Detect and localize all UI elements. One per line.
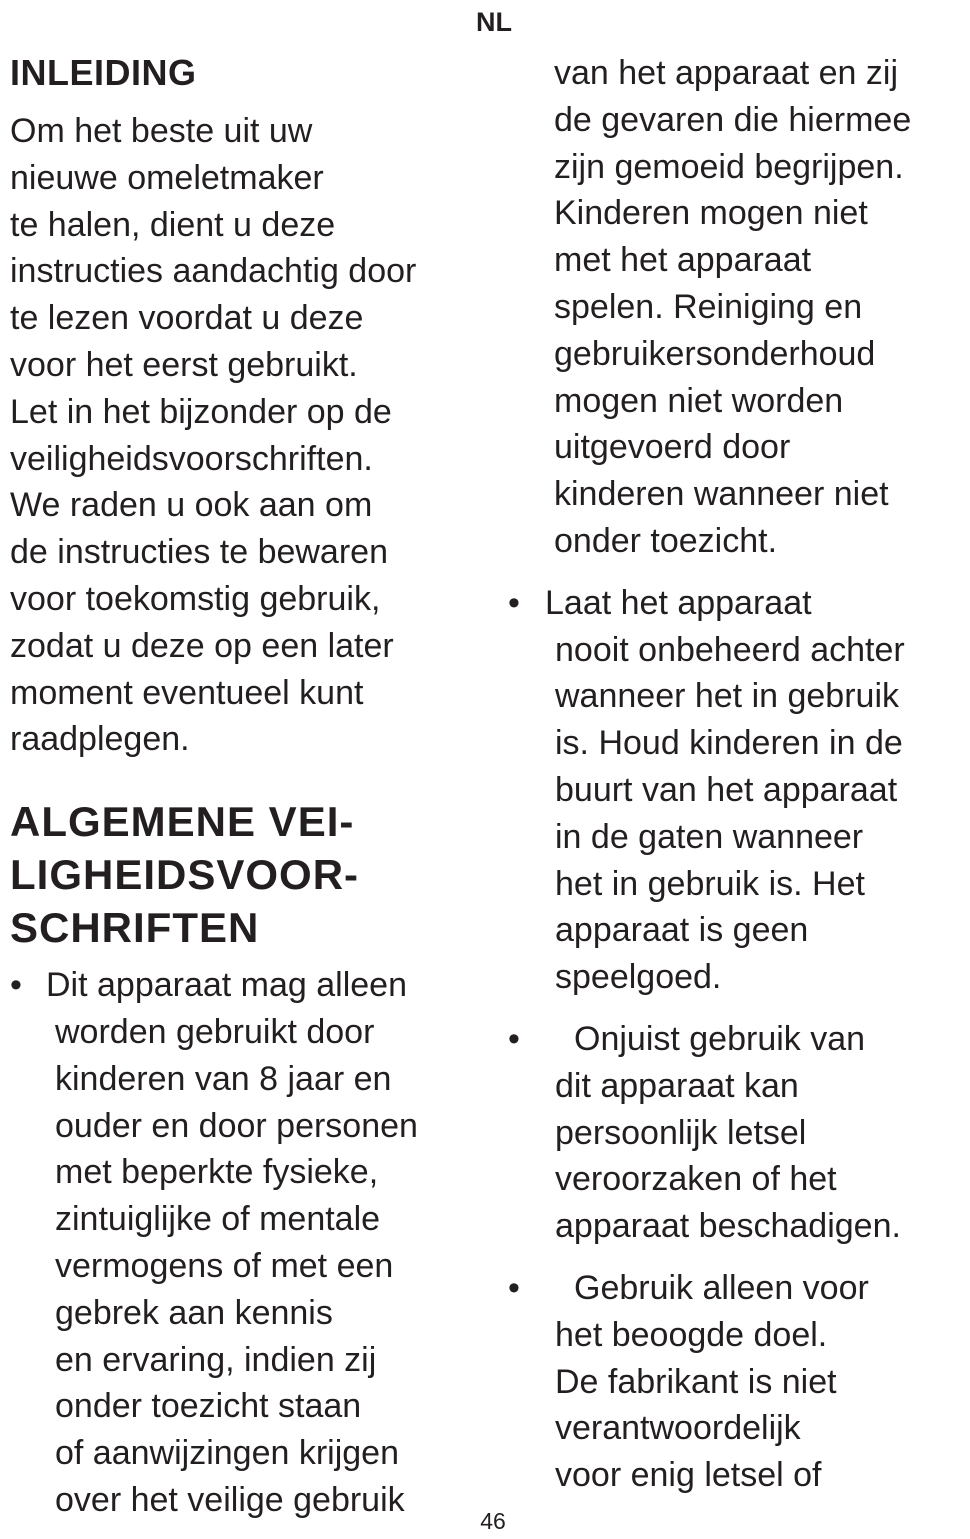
bullet-line: is. Houd kinderen in de (555, 724, 903, 763)
intro-line: veiligheidsvoorschriften. (10, 439, 373, 478)
bullet-icon: • (508, 1268, 520, 1307)
bullet-line: van het apparaat en zij (554, 54, 899, 92)
intro-line: voor toekomstig gebruik, (10, 579, 381, 618)
bullet-icon: • (10, 966, 22, 1005)
bullet-line: worden gebruikt door (55, 1012, 375, 1051)
bullet-line: met het apparaat (554, 241, 812, 280)
bullet-line: zijn gemoeid begrijpen. (554, 147, 904, 186)
bullet-line: het in gebruik is. Het (555, 864, 865, 903)
right-column (508, 50, 968, 1499)
bullet-line: Onjuist gebruik van (574, 1019, 866, 1058)
bullet-line: met beperkte fysieke, (55, 1153, 379, 1192)
bullet-line: kinderen wanneer niet (554, 475, 889, 514)
bullet-line: Dit apparaat mag alleen (46, 966, 408, 1005)
bullet-line: Gebruik alleen voor (574, 1268, 869, 1307)
intro-line: Om het beste uit uw (10, 112, 313, 150)
bullet-line: wanneer het in gebruik (555, 677, 900, 716)
safety-bullet-1-continued (508, 50, 968, 565)
bullet-line: mogen niet worden (554, 381, 844, 420)
bullet-line: nooit onbeheerd achter (555, 630, 905, 669)
language-label: NL (476, 7, 512, 37)
safety-bullet-1 (10, 962, 490, 1524)
bullet-line: speelgoed. (555, 958, 722, 997)
bullet-line: de gevaren die hiermee (554, 100, 912, 139)
bullet-line: onder toezicht. (554, 521, 778, 560)
intro-line: de instructies te bewaren (10, 533, 388, 572)
bullet-line: Laat het apparaat (545, 583, 812, 622)
intro-heading: INLEIDING (10, 52, 197, 93)
bullet-line: dit apparaat kan (555, 1066, 799, 1105)
bullet-line: Kinderen mogen niet (554, 194, 868, 233)
bullet-line: voor enig letsel of (555, 1456, 822, 1495)
bullet-line: verantwoordelijk (555, 1409, 801, 1448)
intro-line: nieuwe omeletmaker (10, 158, 324, 197)
left-column (10, 50, 490, 1524)
bullet-line: uitgevoerd door (554, 428, 791, 467)
bullet-line: gebrek aan kennis (55, 1293, 333, 1332)
intro-line: raadplegen. (10, 720, 190, 759)
bullet-line: en ervaring, indien zij (55, 1340, 377, 1379)
intro-line: zodat u deze op een later (10, 626, 394, 665)
safety-bullet-3 (508, 1016, 968, 1250)
safety-heading-line: LIGHEIDSVOOR- (10, 851, 360, 899)
bullet-line: veroorzaken of het (555, 1160, 837, 1199)
intro-paragraph (10, 108, 490, 763)
safety-heading-line: SCHRIFTEN (10, 904, 260, 952)
bullet-line: buurt van het apparaat (555, 770, 898, 809)
bullet-line: in de gaten wanneer (555, 817, 864, 856)
bullet-line: apparaat is geen (555, 911, 809, 950)
intro-line: te halen, dient u deze (10, 205, 336, 244)
intro-line: te lezen voordat u deze (10, 299, 364, 338)
page-number: 46 (480, 1508, 506, 1534)
intro-line: voor het eerst gebruikt. (10, 345, 358, 384)
bullet-line: spelen. Reiniging en (554, 287, 863, 326)
bullet-icon: • (508, 583, 520, 622)
bullet-line: kinderen van 8 jaar en (55, 1059, 392, 1098)
bullet-line: gebruikersonderhoud (554, 334, 876, 373)
bullet-line: onder toezicht staan (55, 1387, 362, 1426)
intro-line: Let in het bijzonder op de (10, 392, 392, 431)
bullet-line: het beoogde doel. (555, 1315, 828, 1354)
bullet-line: zintuiglijke of mentale (55, 1200, 381, 1239)
safety-bullet-2 (508, 580, 968, 1001)
bullet-icon: • (508, 1019, 520, 1058)
intro-line: moment eventueel kunt (10, 673, 364, 712)
intro-line: We raden u ook aan om (10, 486, 373, 525)
bullet-line: De fabrikant is niet (555, 1362, 837, 1401)
bullet-line: over het veilige gebruik (55, 1480, 405, 1519)
intro-line: instructies aandachtig door (10, 252, 417, 291)
bullet-line: apparaat beschadigen. (555, 1207, 901, 1246)
bullet-line: persoonlijk letsel (555, 1113, 807, 1152)
bullet-line: vermogens of met een (55, 1246, 394, 1285)
safety-heading (10, 795, 490, 954)
bullet-line: ouder en door personen (55, 1106, 418, 1145)
safety-heading-line: ALGEMENE VEI- (10, 798, 355, 846)
bullet-line: of aanwijzingen krijgen (55, 1434, 399, 1473)
safety-bullet-4 (508, 1265, 968, 1499)
